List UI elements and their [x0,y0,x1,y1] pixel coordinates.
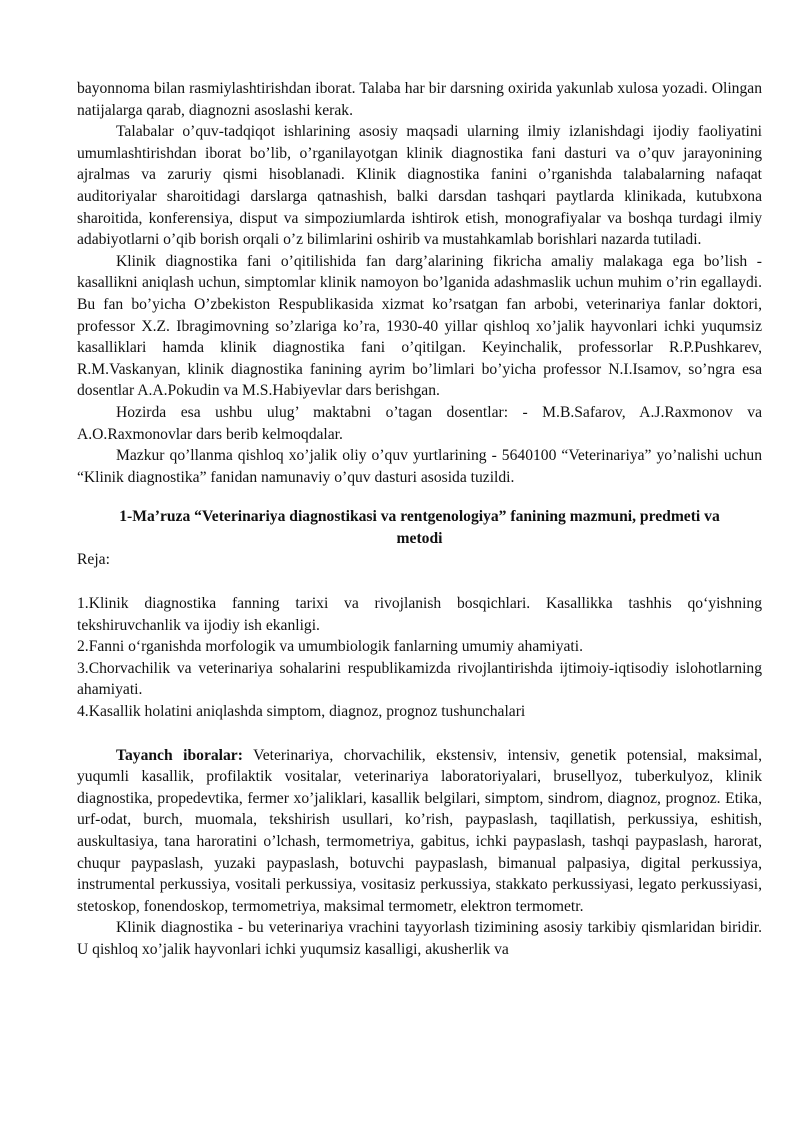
keywords-text: Veterinariya, chorvachilik, ekstensiv, intensiv, genetik potensial, maksimal, yuqumli kasallik, profilaktik vositalar, veterinariya laboratoriyalari, brusellyoz, tuberkulyoz, klinik diagnostika, propedevtika, fermer xo’jaliklari, kasallik belgilari, simptom, sindrom, diagnoz, prognoz. Etika, urf-odat, burch, muomala, tekshirish usullari, ko’rish, paypaslash, taqillatish, perkussiya, eshitish, auskultasiya, tana haroratini o’lchash, termometriya, gabitus, ichki paypaslash, tashqi paypaslash, harorat, chuqur paypaslash, yuzaki paypaslash, botuvchi paypaslash, bimanual palpasiya, digital perkussiya, instrumental perkussiya, vositali perkussiya, vositasiz perkussiya, stakkato perkussiyasi, legato perkussiyasi, stetoskop, fonendoskop, termometriya, maksimal termometr, elektron termometr. [77,746,763,915]
plan-label: Reja: [77,551,110,569]
keywords-paragraph [77,745,762,918]
plan-item: 1.Klinik diagnostika fanning tarixi va rivojlanish bosqichlari. Kasallikka tashhis qo‘yishning tekshiruvchanlik va ijodiy ish ekanligi. [77,595,762,634]
lecture-heading: 1-Ma’ruza “Veterinariya diagnostikasi va rentgenologiya” fanining mazmuni, predmeti va metodi [119,508,720,547]
section-spacer [77,723,762,745]
intro-paragraph-5: Mazkur qo’llanma qishloq xo’jalik oliy o’quv yurtlarining - 5640100 “Veterinariya” yo’nalishi uchun “Klinik diagnostika” fanidan namunaviy o’quv dasturi asosida tuzildi. [77,447,762,486]
closing-paragraph: Klinik diagnostika - bu veterinariya vrachini tayyorlash tizimining asosiy tarkibiy qismlaridan biridir. U qishloq xo’jalik hayvonlari ichki yuqumsiz kasalligi, akusherlik va [77,919,762,958]
intro-paragraph-1: bayonnoma bilan rasmiylashtirishdan iborat. Talaba har bir darsning oxirida yakunlab xulosa yozadi. Olingan natijalarga qarab, diagnozni asoslashi kerak. [77,80,762,119]
intro-paragraph-2: Talabalar o’quv-tadqiqot ishlarining asosiy maqsadi ularning ilmiy izlanishdagi ijodiy faoliyatini umumlashtirishdan iborat bo’lib, o’rganilayotgan klinik diagnostika fani dasturi va o’quv jarayonining ajralmas va zaruriy qismi hisoblanadi. Klinik diagnostika fanini o’rganishda talabalarning nafaqat auditoriyalar sharoitidagi darslarga qatnashish, balki darsdan tashqari paytlarda klinikada, kutubxona sharoitida, konferensiya, disput va simpoziumlarda ishtirok etish, monografiyalar va boshqa turdagi ilmiy adabiyotlarni o’qib borish orqali o’z bilimlarini oshirib va mustahkamlab borishlari nazarda tutiladi. [77,123,762,249]
plan-item: 3.Chorvachilik va veterinariya sohalarini respublikamizda rivojlantirishda ijtimoiy-iqtisodiy islohotlarning ahamiyati. [77,659,762,699]
plan-item: 4.Kasallik holatini aniqlashda simptom, diagnoz, prognoz tushunchalari [77,703,526,721]
intro-paragraph-4: Hozirda esa ushbu ulug’ maktabni o’tagan dosentlar: - M.B.Safarov, A.J.Raxmonov va A.O.Raxmonovlar dars berib kelmoqdalar. [77,403,762,443]
keywords-label: Tayanch iboralar: [116,746,243,764]
plan-item: 2.Fanni o‘rganishda morfologik va umumbiologik fanlarning umumiy ahamiyati. [77,638,583,656]
document-page [77,78,762,961]
intro-paragraph-3: Klinik diagnostika fani o’qitilishida fan darg’alarining fikricha amaliy malakaga ega bo’lish - kasallikni aniqlash uchun, simptomlar klinik namoyon bo’lganida adashmaslik uchun muhim o’rin egallaydi. Bu fan bo’yicha O’zbekiston Respublikasida xizmat ko’rsatgan fan arbobi, veterinariya fanlar doktori, professor X.Z. Ibragimovning so’zlariga ko’ra, 1930-40 yillar qishloq xo’jalik hayvonlari ichki yuqumsiz kasalliklari hamda klinik diagnostika fani o’qitilgan. Keyinchalik, professorlar R.P.Pushkarev, R.M.Vaskanyan, klinik diagnostika fanining ayrim bo’limlari bo’yicha professor N.I.Isamov, so’ngra esa dosentlar A.A.Pokudin va M.S.Habiyevlar dars berishgan. [77,252,762,400]
plan-list [77,593,762,723]
